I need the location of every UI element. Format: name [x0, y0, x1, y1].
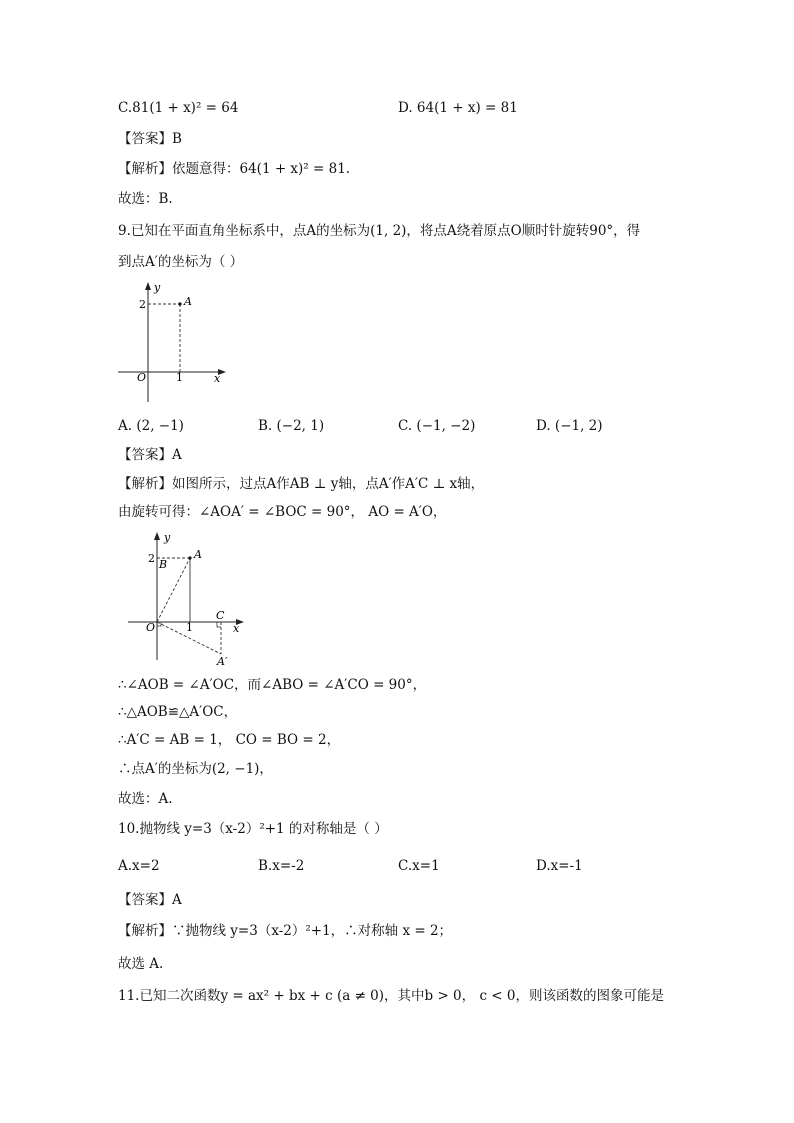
q9-stem-line-2: 到点A′的坐标为（ ） [118, 254, 244, 270]
q9-option-c: C. (−1, −2) [398, 418, 476, 434]
q10-option-b: B.x=-2 [258, 858, 305, 874]
q10-analysis: 【解析】∵抛物线 y=3（x-2）²+1，∴对称轴 x = 2； [118, 923, 453, 939]
q9-conclusion: 故选：A. [118, 791, 173, 807]
q9-option-d: D. (−1, 2) [536, 418, 603, 434]
label-a: A [194, 548, 202, 561]
tick-y-2: 2 [148, 552, 155, 565]
label-c: C [216, 609, 225, 622]
q10-option-d: D.x=-1 [536, 858, 583, 874]
q8-option-c: C.81(1 + x)² = 64 [118, 100, 239, 116]
q9-rotation-figure [124, 530, 248, 670]
x-axis-label: x [233, 622, 240, 635]
q9-step-1: ∴∠AOB = ∠A′OC，而∠ABO = ∠A′CO = 90°， [118, 677, 427, 693]
q9-step-2: ∴△AOB≌△A′OC， [118, 704, 238, 720]
q8-answer: 【答案】B [118, 131, 182, 147]
q9-answer: 【答案】A [118, 447, 182, 463]
label-b: B [159, 558, 168, 571]
tick-y-2: 2 [139, 298, 146, 311]
q8-analysis: 【解析】依题意得：64(1 + x)² = 81. [118, 161, 351, 177]
q9-analysis-line-2: 由旋转可得：∠AOA′ = ∠BOC = 90°， AO = A′O， [118, 504, 447, 520]
q9-stem-line-1: 9.已知在平面直角坐标系中，点A的坐标为(1, 2)，将点A绕着原点O顺时针旋转90°，得 [118, 223, 641, 239]
origin-label: O [146, 621, 156, 634]
y-axis-label: y [164, 531, 171, 544]
point-a-dot [178, 302, 181, 305]
q9-coordinate-figure [118, 280, 228, 405]
q10-conclusion: 故选 A. [118, 956, 164, 972]
q9-analysis-line-1: 【解析】如图所示，过点A作AB ⊥ y轴，点A′作A′C ⊥ x轴， [118, 476, 485, 492]
q8-conclusion: 故选：B. [118, 191, 173, 207]
q9-step-4: ∴点A′的坐标为(2, −1)， [118, 761, 273, 777]
q8-option-d: D. 64(1 + x) = 81 [398, 100, 518, 116]
q9-step-3: ∴A′C = AB = 1， CO = BO = 2， [118, 732, 341, 748]
origin-label: O [137, 371, 147, 384]
tick-x-1: 1 [176, 371, 183, 384]
x-axis-label: x [214, 372, 221, 385]
q10-option-c: C.x=1 [398, 858, 440, 874]
q10-answer: 【答案】A [118, 892, 182, 908]
point-a-label: A [184, 295, 192, 308]
y-axis-label: y [154, 281, 161, 294]
tick-x-1: 1 [186, 621, 193, 634]
label-a-prime: A′ [217, 655, 228, 668]
q9-option-b: B. (−2, 1) [258, 418, 325, 434]
q10-stem: 10.抛物线 y=3（x-2）²+1 的对称轴是（ ） [118, 821, 388, 837]
q9-option-a: A. (2, −1) [118, 418, 184, 434]
q10-option-a: A.x=2 [118, 858, 160, 874]
q11-stem: 11.已知二次函数y = ax² + bx + c (a ≠ 0)，其中b > 0， c < 0，则该函数的图象可能是 [118, 988, 664, 1004]
